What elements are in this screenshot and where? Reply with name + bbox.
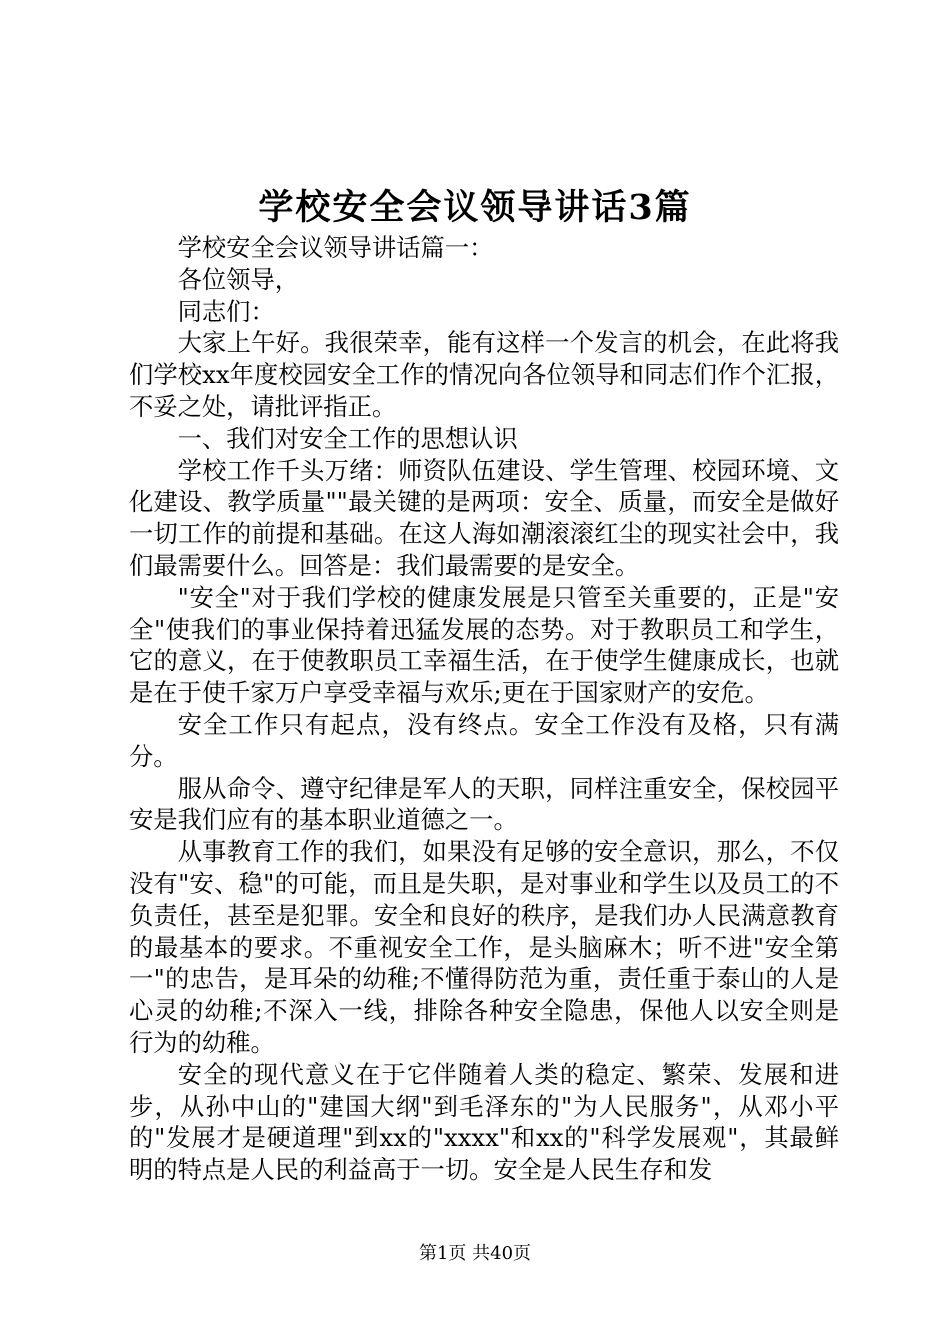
paragraph-greeting: 大家上午好。我很荣幸，能有这样一个发言的机会，在此将我们学校xx年度校园安全工作的情况向各位领导和同志们作个汇报，不妥之处，请批评指正。 xyxy=(129,328,839,421)
paragraph-obey-orders: 服从命令、遵守纪律是军人的天职，同样注重安全，保校园平安是我们应有的基本职业道德之一。 xyxy=(129,773,839,835)
document-body xyxy=(129,232,839,1186)
salutation-leaders: 各位领导， xyxy=(177,264,300,294)
section-heading-part-one: 学校安全会议领导讲话篇一： xyxy=(177,233,494,262)
paragraph-no-end: 安全工作只有起点，没有终点。安全工作没有及格，只有满分。 xyxy=(129,709,839,771)
page-footer: 第1页 共40页 xyxy=(418,1243,532,1264)
document-title: 学校安全会议领导讲话3篇 xyxy=(258,187,692,228)
paragraph-modern-meaning: 安全的现代意义在于它伴随着人类的稳定、繁荣、发展和进步，从孙中山的"建国大纲"到毛泽东的"为人民服务"，从邓小平的"发展才是硬道理"到xx的"xxxx"和xx的"科学发展观"，其最鲜明的特点是人民的利益高于一切。安全是人民生存和发 xyxy=(129,1059,839,1185)
paragraph-school-work: 学校工作千头万绪：师资队伍建设、学生管理、校园环境、文化建设、教学质量""最关键的是两项：安全、质量，而安全是做好一切工作的前提和基础。在这人海如潮滚滚红尘的现实社会中，我们最需要什么。回答是：我们最需要的是安全。 xyxy=(129,455,839,580)
section-heading-ideological-understanding: 一、我们对安全工作的思想认识 xyxy=(177,423,518,453)
paragraph-safety-importance: "安全"对于我们学校的健康发展是只管至关重要的，正是"安全"使我们的事业保持着迅猛发展的态势。对于教职员工和学生，它的意义，在于使教职员工幸福生活，在于使学生健康成长，也就是在于使千家万户享受幸福与欢乐;更在于国家财产的安危。 xyxy=(129,582,839,708)
salutation-comrades: 同志们： xyxy=(177,296,275,326)
paragraph-education-work: 从事教育工作的我们，如果没有足够的安全意识，那么，不仅没有"安、稳"的可能，而且是失职，是对事业和学生以及员工的不负责任，甚至是犯罪。安全和良好的秩序，是我们办人民满意教育的最基本的要求。不重视安全工作，是头脑麻木；听不进"安全第一"的忠告，是耳朵的幼稚;不懂得防范为重，责任重于泰山的人是心灵的幼稚;不深入一线，排除各种安全隐患，保他人以安全则是行为的幼稚。 xyxy=(129,837,839,1057)
